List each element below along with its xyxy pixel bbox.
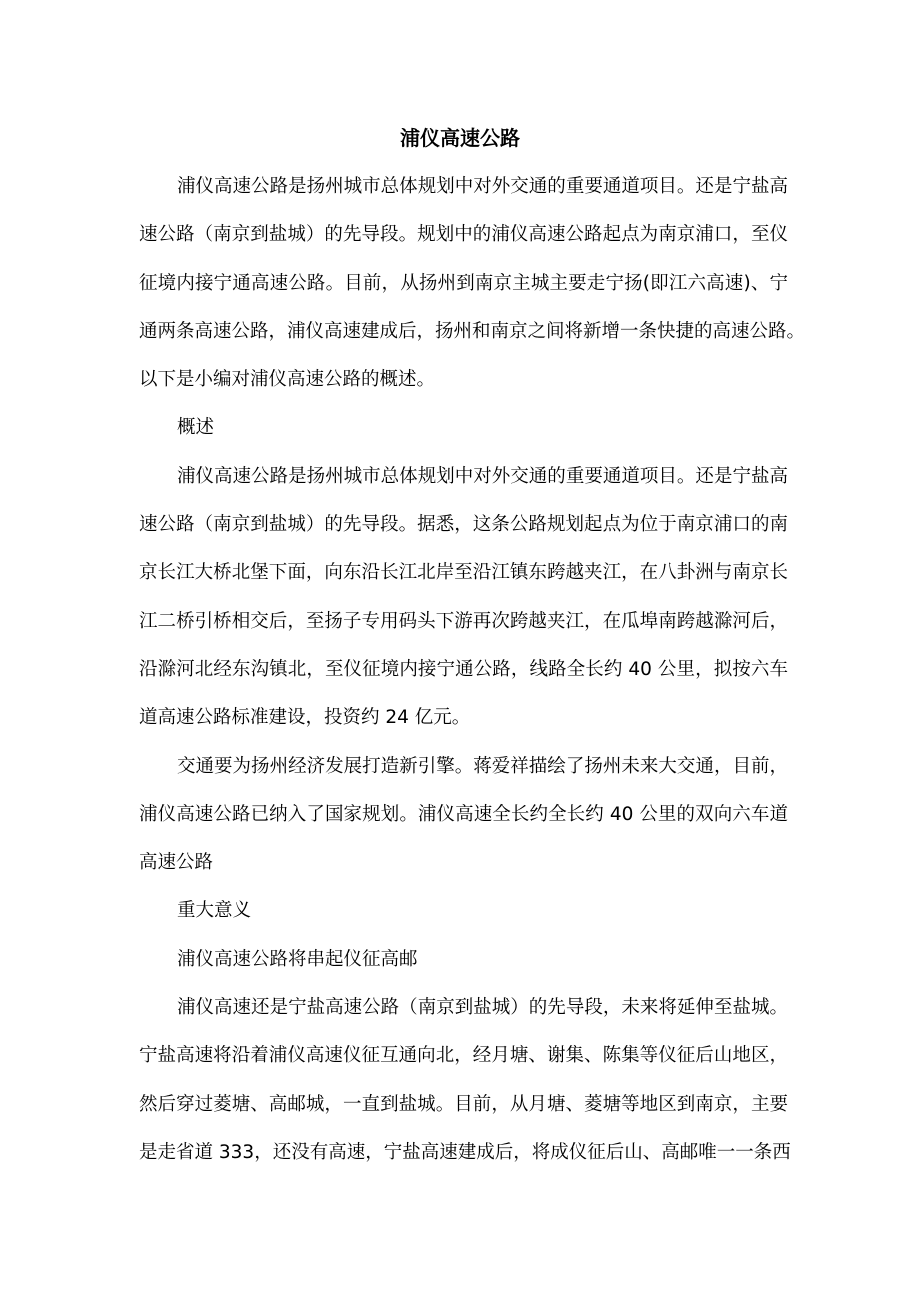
text-line: 以下是小编对浦仪高速公路的概述。 — [139, 369, 436, 391]
text-line: 速公路（南京到盐城）的先导段。规划中的浦仪高速公路起点为南京浦口，至仪 — [139, 224, 788, 246]
text-line: 交通要为扬州经济发展打造新引擎。蒋爱祥描绘了扬州未来大交通，目前， — [177, 755, 788, 777]
text-line: 然后穿过菱塘、高邮城，一直到盐城。目前，从月塘、菱塘等地区到南京，主要 — [139, 1093, 788, 1115]
text-line: 浦仪高速公路是扬州城市总体规划中对外交通的重要通道项目。还是宁盐高 — [177, 465, 788, 487]
text-line: 沿滁河北经东沟镇北，至仪征境内接宁通公路，线路全长约 40 公里，拟按六车 — [139, 658, 788, 680]
text-line: 征境内接宁通高速公路。目前，从扬州到南京主城主要走宁扬(即江六高速)、宁 — [139, 272, 788, 294]
text-line: 是走省道 333，还没有高速，宁盐高速建成后，将成仪征后山、高邮唯一一条西 — [139, 1141, 791, 1163]
text-line: 京长江大桥北堡下面，向东沿长江北岸至沿江镇东跨越夹江，在八卦洲与南京长 — [139, 562, 788, 584]
text-line: 浦仪高速还是宁盐高速公路（南京到盐城）的先导段，未来将延伸至盐城。 — [177, 997, 788, 1019]
text-line: 浦仪高速公路已纳入了国家规划。浦仪高速全长约全长约 40 公里的双向六车道 — [139, 803, 788, 825]
text-line: 宁盐高速将沿着浦仪高速仪征互通向北，经月塘、谢集、陈集等仪征后山地区， — [139, 1045, 788, 1067]
text-line: 概述 — [177, 417, 215, 439]
text-line: 通两条高速公路，浦仪高速建成后，扬州和南京之间将新增一条快捷的高速公路。 — [139, 320, 806, 342]
text-line: 道高速公路标准建设，投资约 24 亿元。 — [139, 707, 471, 729]
document-title: 浦仪高速公路 — [400, 126, 520, 150]
text-line: 重大意义 — [177, 900, 252, 922]
text-line: 速公路（南京到盐城）的先导段。据悉，这条公路规划起点为位于南京浦口的南 — [139, 514, 788, 536]
text-line: 浦仪高速公路是扬州城市总体规划中对外交通的重要通道项目。还是宁盐高 — [177, 176, 788, 197]
document-body — [139, 163, 806, 1177]
text-line: 江二桥引桥相交后，至扬子专用码头下游再次跨越夹江，在瓜埠南跨越滁河后， — [139, 610, 788, 632]
text-line: 高速公路 — [139, 852, 214, 874]
text-line: 浦仪高速公路将串起仪征高邮 — [177, 948, 418, 970]
